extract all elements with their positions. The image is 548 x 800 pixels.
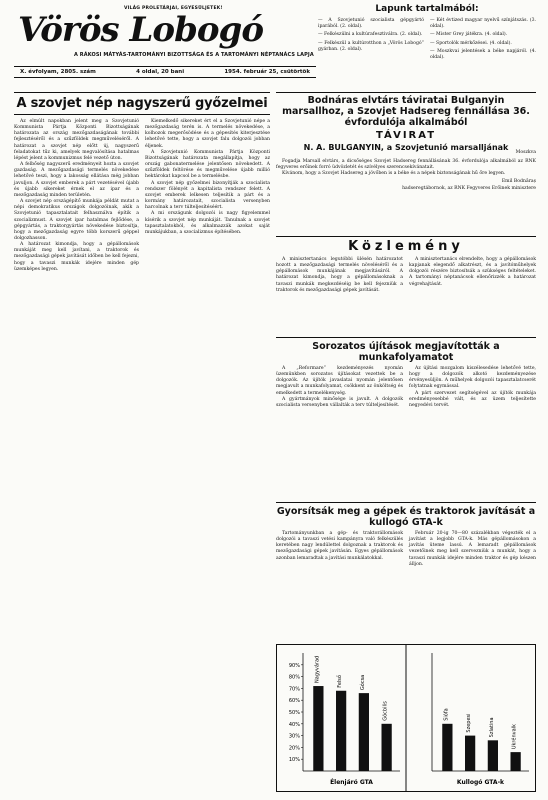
contents-title: Lapunk tartalmából: (375, 4, 479, 14)
category-label: Ukrénvalk (511, 724, 518, 750)
paragraph: — Moszkvai jelentések a béke napjáról. (4. oldal). (430, 48, 536, 61)
category-label: Szlatina (488, 717, 495, 738)
paragraph: — Két évtized magyar nyelvű színjátszás. (3. oldal). (430, 18, 536, 30)
telegram-headline: Bodnáras elvtárs táviratai Bulganyin marsallhoz, a Szovjet Hadsereg fennállása 36. évfordulója alkalmából (276, 92, 536, 128)
paragraph: — Sportolók mérkőzései. (4. oldal). (430, 40, 512, 46)
paragraph: A határozat kimondja, hogy a gépállomások munkáját meg kell javítani, a traktorok és mezőgazdasági gépek javítását időben be kell fejezni, hogy a tavaszi munkák idejére minden gép üzemképes legyen. (14, 242, 139, 272)
x-axis-label: Élenjáró GTA (330, 779, 373, 786)
paragraph: A mi országunk dolgozói is nagy figyelemmel kísérik a szovjet nép munkáját. Tanulnak a szovjet tapasztalatokból, és alkalmazzák azokat saját munkájukban, a szocializmus építésében. (145, 211, 270, 235)
masthead (14, 4, 314, 96)
article-column (409, 257, 536, 294)
paragraph: Tartományunkban a gép- és traktorállomások dolgozói a tavaszi vetési kampányra való felkészülés keretében nagy lendülettel dolgoznak a traktorok és mezőgazdasági gépek javításán. Egyes gépállomások azonban lemaradtak a javítási munkálatokkal. (276, 531, 403, 561)
issue-date: 1954. február 25, csütörtök (224, 69, 310, 75)
paragraph: A minisztertanács elrendelte, hogy a gépállomások kapjanak elegendő alkatrészt, és a javítóműhelyek dolgozói részére biztosítsák a szükséges feltételeket. A tartományi néptanácsok ellenőrizzék a határozat végrehajtását. (409, 257, 536, 287)
category-label: Nagyvárad (314, 655, 321, 684)
paragraph: A szovjet nép győzelmei bizonyítják a szocialista rendszer fölényét a kapitalista rendszer felett. A szovjet emberek lelkesen teljesítik a párt és a kormány határozatait, szocialista versenyben harcolnak a terv túlteljesítéséért. (145, 180, 270, 211)
telegram-place: Moszkva (515, 150, 536, 155)
paragraph: — Mister Grey játékra. (4. oldal). (430, 32, 508, 38)
category-label: Siófa (443, 708, 450, 721)
innovations-headline: Sorozatos újítások megjavították a munkafolyamatot (312, 341, 500, 363)
article-column (276, 531, 403, 568)
chart-bar (359, 693, 369, 771)
masthead-subtitle: A RÁKOSI MÁTYÁS-TARTOMÁNYI BIZOTTSÁGA ÉS A TARTOMÁNYI NÉPTANÁCS LAPJA (74, 52, 314, 58)
bar-charts-svg (277, 645, 535, 791)
chart-bar (336, 691, 346, 771)
paragraph: Fogadja Marsall elvtárs, a dicsőséges Szovjet Hadsereg fennállásának 36. évfordulója alkalmából az RNK fegyveres erőinek forró üdvözletét és szívélyes szerencsekívánatait. (276, 159, 536, 171)
telegram-article (276, 92, 536, 192)
telegram-addressee: N. A. BULGANYIN, a Szovjetunió marsalljának (303, 143, 509, 152)
article-column (276, 257, 403, 294)
issue-year: X. évfolyam, 2805. szám (20, 69, 96, 75)
signature-title: hadseregtábornok, az RNK Fegyveres Erőinek minisztere (402, 185, 536, 191)
paragraph: — Felkészül a kultúrotthon a „Vörös Lobogó” gyárban. (2. oldal). (318, 40, 424, 52)
paragraph: A párt szervezet segítségével az újítók munkája eredményesebbé vált, és az üzem teljesítette negyedévi tervét. (409, 390, 536, 408)
chart-bar (442, 724, 452, 771)
telegram-label: TÁVIRAT (375, 130, 437, 141)
newspaper-logo: Vörös Lobogó (18, 10, 263, 50)
paragraph: Kiemelkedő sikereket ért el a Szovjetunió népe a mezőgazdaság terén is. A termelés növekedése, a kolhozok megerősödése és a gépesítés kiterjesztése lehetővé tette, hogy a szovjet falu dolgozói jobban éljenek. (145, 119, 270, 149)
contents-column (430, 18, 536, 63)
paragraph: — A Szovjetunió szocialista gépgyártó iparából. (2. oldal). (318, 18, 424, 30)
chart-bar (511, 752, 521, 771)
chart-bar (382, 724, 392, 771)
paragraph: — Felkészülni a kultúrafesztiválra. (2. oldal). (318, 32, 423, 38)
category-label: Felső (337, 675, 344, 688)
article-column (276, 366, 403, 409)
signature-name: Emil Bodnăraș (501, 179, 536, 185)
category-label: Gócbilis (382, 701, 389, 721)
masthead-tagline: VILÁG PROLETÁRJAI, EGYESÜLJETEK! (124, 6, 223, 11)
y-tick-label: 80% (288, 674, 300, 681)
category-label: Szepesi (466, 713, 473, 733)
telegram-signature (276, 179, 536, 191)
paragraph: A szovjet nép országépítő munkája példát mutat a népi demokratikus országok dolgozóinak, akik a Szovjetunió tapasztalatait felhasználva építik a szocializmust. A szovjet ipar hatalmas fejlődése, a gépgyártás, a traktorgyártás növekedése biztosítja, hogy a mezőgazdaság egyre több korszerű géppel dolgozhasson. (14, 199, 139, 241)
telegram-body (276, 159, 536, 177)
y-tick-label: 40% (288, 721, 300, 728)
tractor-repair-headline: Gyorsítsák meg a gépek és traktorok javítását a kullogó GTA-k (276, 506, 536, 528)
main-article (14, 92, 270, 273)
article-column (14, 119, 139, 273)
paragraph: A gyártmányok minősége is javult. A dolgozók szocialista versenyben vállalták a terv túlteljesítését. (276, 396, 403, 408)
paragraph: Február 20-ig 70—80 százalékban végezték el a javítást a legjobb GTA-k. Más gépállomásokon a javítás üteme lassú. A lemaradt gépállomások vezetőinek meg kell szervezniük a munkát, hogy a tavaszi munkák idejére minden traktor és gép készen álljon. (409, 531, 536, 567)
paragraph: Kívánom, hogy a Szovjet Hadsereg a jövőben is a béke és a népek biztonságának hű őre legyen. (282, 171, 506, 177)
issue-pages: 4 oldal, 20 bani (136, 69, 185, 75)
y-tick-label: 90% (288, 662, 300, 669)
y-tick-label: 70% (288, 686, 300, 693)
paragraph: Az újítási mozgalom kiszélesedése lehetővé tette, hogy a dolgozók alkotó kezdeményezése érvényesüljön. A műhelyek dolgozói tapasztalatcserét folytatnak egymással. (409, 366, 536, 390)
y-tick-label: 10% (288, 757, 300, 764)
y-tick-label: 60% (288, 698, 300, 705)
paragraph: A felbőség nagyszerű eredményeit hozta a szovjet gazdaság. A mezőgazdasági termelés növekedése lehetővé teszi, hogy a lakosság ellátása még jobban javuljon. A szovjet emberek a párt vezetésével újabb és újabb sikereket érnek el az ipar és a mezőgazdaság minden területén. (14, 162, 139, 198)
paragraph: A minisztertanács legutóbbi ülésén határozatot hozott a mezőgazdasági termelés növeléséről és a gépállomások munkájának megjavításáról. A határozat kimondja, hogy a gépállomásoknak a tavaszi munkák megkezdéséig be kell fejezniük a traktorok és mezőgazdasági gépek javítását. (276, 257, 403, 293)
chart-bar (488, 740, 498, 771)
chart-bar (465, 736, 475, 771)
chart-bar (313, 686, 323, 771)
y-tick-label: 30% (288, 733, 300, 740)
announcement-title: Közlemény (348, 239, 464, 254)
paragraph: A „Reformare” kezdeményezés nyomán üzemünkben sorozatos újításokat vezettek be a dolgozók. Az újítók javaslatai nyomán jelentősen megjavult a munkafolyamat, csökkent az önköltség és emelkedett a termelékenység. (276, 366, 403, 396)
article-column (409, 366, 536, 409)
y-tick-label: 20% (288, 745, 300, 752)
article-headline: A szovjet nép nagyszerű győzelmei (14, 92, 270, 115)
tractor-repair-article (276, 502, 536, 568)
contents-column (318, 18, 424, 63)
paragraph: A Szovjetunió Kommunista Pártja Központi Bizottságának határozata megállapítja, hogy az ország gabonatermelése jelentősen növekedett. A szűzföldek feltörése és megművelése újabb millió hektárokat kapcsol be a termelésbe. (145, 149, 270, 180)
category-label: Gócsa (359, 674, 366, 691)
innovations-article (276, 337, 536, 409)
article-column (409, 531, 536, 568)
paragraph: Az elmúlt napokban jelent meg a Szovjetunió Kommunista Pártja Központi Bizottságának határozata az ország mezőgazdaságának további fejlesztéséről és a szűzföldek megműveléséről. A határozat a szovjet nép előtt új, nagyszerű feladatokat tűz ki, amelyek megvalósítása hatalmas lépést jelent a kommunizmus felé vezető úton. (14, 119, 139, 161)
y-tick-label: 50% (288, 710, 300, 716)
contents-box (318, 4, 536, 94)
article-column (145, 119, 270, 273)
gta-charts (276, 644, 536, 792)
dateline (14, 66, 316, 78)
announcement-article (276, 236, 536, 294)
x-axis-label: Kullogó GTA-k (456, 779, 505, 786)
